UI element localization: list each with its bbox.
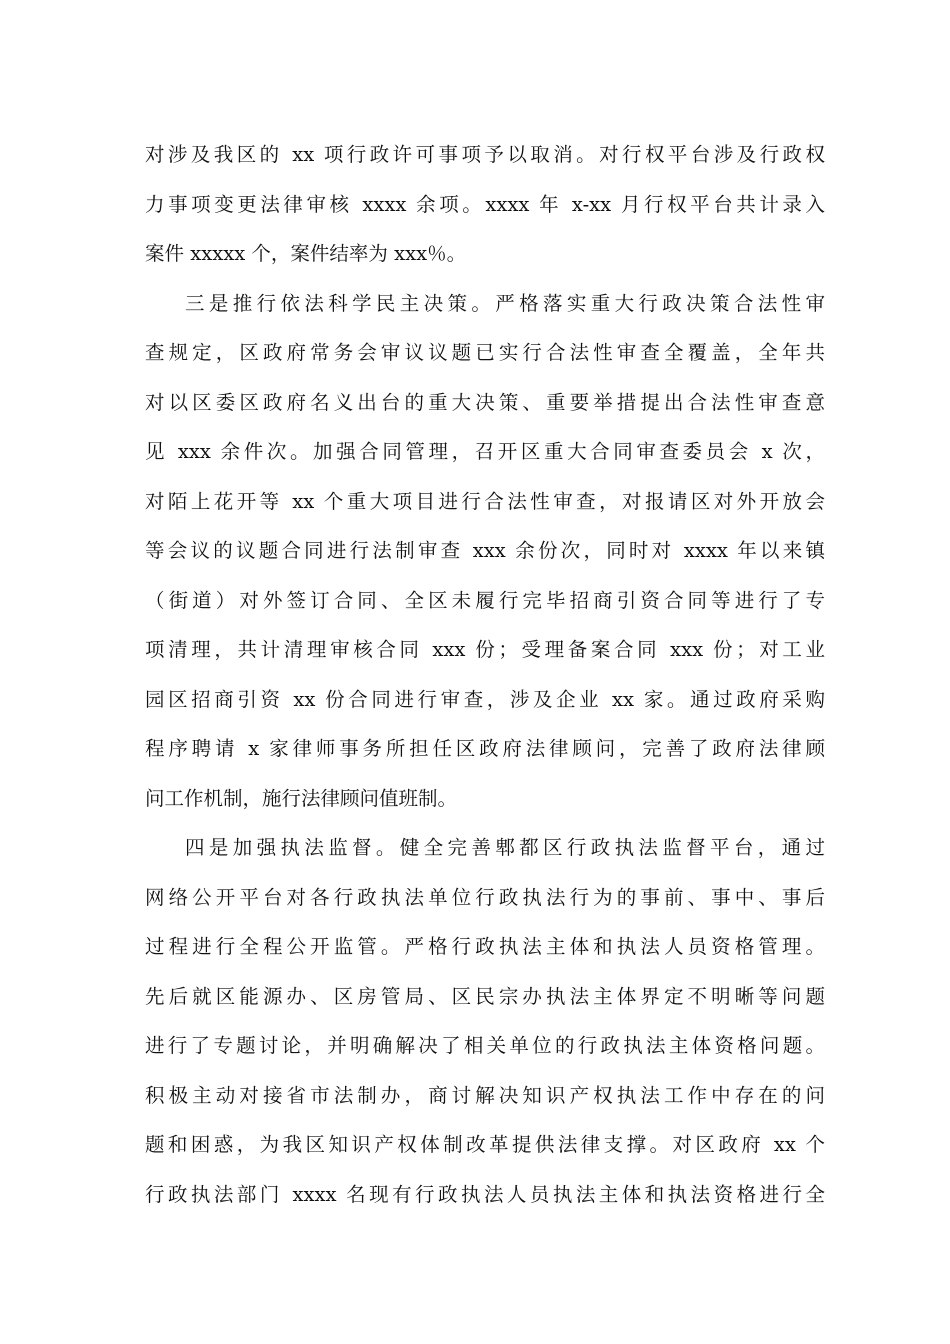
text-line: 对陌上花开等 xx 个重大项目进行合法性审查，对报请区对外开放会 (145, 489, 825, 513)
text-line: 题和困惑，为我区知识产权体制改革提供法律支撑。对区政府 xx 个 (145, 1133, 825, 1156)
text-line: 先后就区能源办、区房管局、区民宗办执法主体界定不明晰等问题 (145, 984, 825, 1008)
text-line: 查规定，区政府常务会审议议题已实行合法性审查全覆盖，全年共 (145, 341, 825, 364)
text-line: 项清理，共计清理审核合同 xxx 份；受理备案合同 xxx 份；对工业 (145, 638, 825, 661)
text-line: 园区招商引资 xx 份合同进行审查，涉及企业 xx 家。通过政府采购 (145, 687, 825, 711)
paragraph-start-line: 四是加强执法监督。健全完善郫都区行政执法监督平台，通过 (185, 836, 825, 859)
text-line: 等会议的议题合同进行法制审查 xxx 余份次，同时对 xxxx 年以来镇 (145, 539, 825, 562)
document-body (145, 130, 825, 1219)
text-line: 积极主动对接省市法制办，商讨解决知识产权执法工作中存在的问 (145, 1083, 825, 1107)
text-line: 问工作机制，施行法律顾问值班制。 (145, 786, 458, 810)
text-line: 网络公开平台对各行政执法单位行政执法行为的事前、事中、事后 (145, 885, 825, 909)
text-line: 力事项变更法律审核 xxxx 余项。xxxx 年 x-xx 月行权平台共计录入 (145, 192, 825, 216)
paragraph-start-line: 三是推行依法科学民主决策。严格落实重大行政决策合法性审 (185, 291, 825, 315)
text-line: 行政执法部门 xxxx 名现有行政执法人员执法主体和执法资格进行全 (145, 1182, 825, 1206)
text-line: 对涉及我区的 xx 项行政许可事项予以取消。对行权平台涉及行政权 (145, 143, 825, 166)
text-line: 对以区委区政府名义出台的重大决策、重要举措提出合法性审查意 (145, 390, 825, 414)
text-line: 程序聘请 x 家律师事务所担任区政府法律顾问，完善了政府法律顾 (145, 737, 825, 760)
text-line: （街道）对外签订合同、全区未履行完毕招商引资合同等进行了专 (145, 588, 825, 612)
text-line: 案件 xxxxx 个，案件结率为 xxx％。 (145, 242, 467, 265)
text-line: 过程进行全程公开监管。严格行政执法主体和执法人员资格管理。 (145, 935, 825, 958)
text-line: 进行了专题讨论，并明确解决了相关单位的行政执法主体资格问题。 (145, 1034, 825, 1057)
text-line: 见 xxx 余件次。加强合同管理，召开区重大合同审查委员会 x 次， (145, 440, 825, 463)
